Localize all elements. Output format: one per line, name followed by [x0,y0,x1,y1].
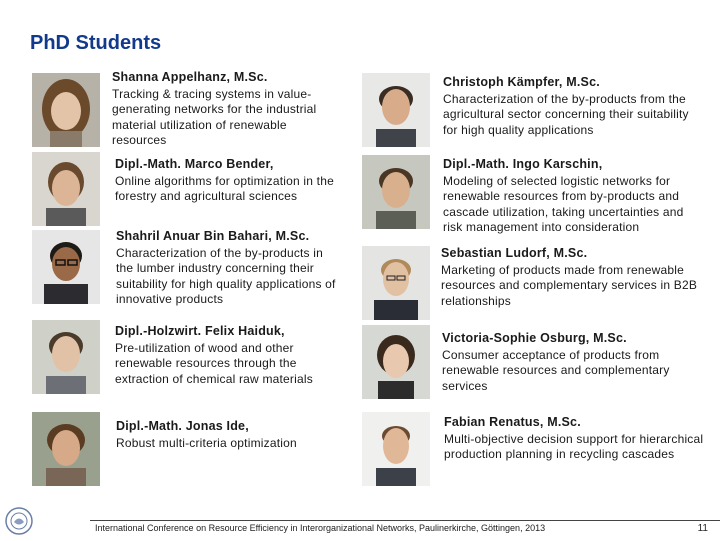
student-photo [362,325,430,399]
student-photo [32,412,100,486]
student-topic: Characterization of the by-products in the lumber industry concerning their suitability for high quality applications of innovative products [116,245,336,307]
student-topic: Pre-utilization of wood and other renewable resources through the extraction of chemical raw materials [115,340,313,386]
student-name: Sebastian Ludorf, M.Sc. [441,246,588,260]
student-topic: Online algorithms for optimization in the forestry and agricultural sciences [115,173,334,204]
student-name: Dipl.-Math. Marco Bender, [115,157,274,171]
student-photo [362,73,430,147]
student-photo [32,320,100,394]
student-name: Shahril Anuar Bin Bahari, M.Sc. [116,229,310,243]
student-photo [32,230,100,304]
student-name: Fabian Renatus, M.Sc. [444,415,581,429]
student-name: Dipl.-Math. Ingo Karschin, [443,157,603,171]
student-photo [32,73,100,147]
student-topic: Multi-objective decision support for hierarchical production planning in recycling cascades [444,431,704,462]
student-topic: Consumer acceptance of products from renewable resources and complementary services [442,347,670,393]
slide-title: PhD Students [30,32,162,54]
footer-divider [90,520,720,521]
student-name: Victoria-Sophie Osburg, M.Sc. [442,331,627,345]
student-topic: Tracking & tracing systems in value-generating networks for the industrial material utilization of renewable resources [112,86,317,148]
student-photo [32,152,100,226]
university-seal-icon [4,506,34,536]
page-number: 11 [697,523,708,534]
student-topic: Marketing of products made from renewable resources and complementary services in B2B relationships [441,262,698,308]
student-name: Dipl.-Math. Jonas Ide, [116,419,249,433]
student-photo [362,246,430,320]
footer-text: International Conference on Resource Efficiency in Interorganizational Networks, Paulinerkirche, Göttingen, 2013 [95,523,546,533]
student-photo [362,412,430,486]
student-topic: Modeling of selected logistic networks for renewable resources from by-products and cascade utilization, taking uncertainties and risk management into consideration [443,173,684,235]
student-topic: Characterization of the by-products from the agricultural sector concerning their suitability for high quality applications [443,91,689,137]
student-photo [362,155,430,229]
student-name: Shanna Appelhanz, M.Sc. [112,70,268,84]
student-topic: Robust multi-criteria optimization [116,435,297,450]
student-name: Dipl.-Holzwirt. Felix Haiduk, [115,324,285,338]
student-name: Christoph Kämpfer, M.Sc. [443,75,600,89]
